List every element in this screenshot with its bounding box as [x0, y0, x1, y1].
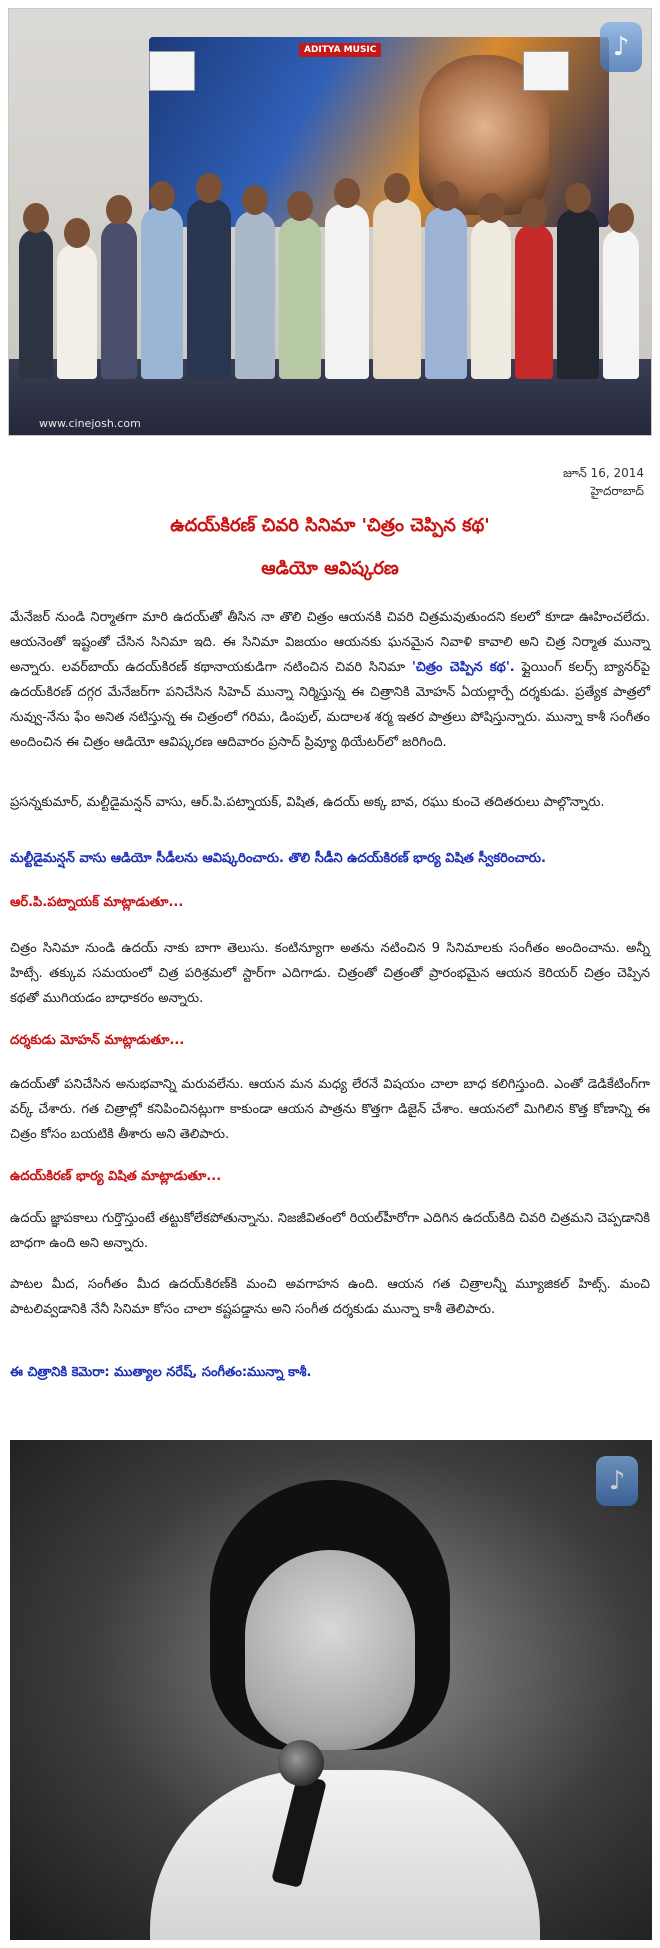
- credits: ఈ చిత్రానికి కెమెరా: ముత్యాల నరేష్, సంగీతం:మున్నా కాశీ.: [10, 1365, 312, 1380]
- date: జూన్ 16, 2014: [562, 466, 644, 480]
- person: [235, 211, 275, 379]
- person: [141, 207, 183, 379]
- person: [515, 224, 553, 379]
- person: [373, 199, 421, 379]
- person: [557, 209, 599, 379]
- production-logo: [523, 51, 569, 91]
- person: [279, 217, 321, 379]
- person: [187, 199, 231, 379]
- heading-director-mohan: దర్శకుడు మోహన్ మాట్లాడుతూ...: [10, 1033, 185, 1048]
- para1-start: మేనేజర్ నుండి నిర్మాతగా మారి ఉదయ్‌తో తీసిన నా తొలి చిత్రం ఆయనకి చివరి చిత్రమవుతుందని కలలో కూడా ఊహించలేదు. ఆయనెంతో ఇష్టంతో చేసిన సినిమా ఇది. ఈ సినిమా విజయం ఆయనకు ఘనమైన నివాళి కావాలి అని చిత్ర నిర్మాత మున్నా అన్నారు. లవర్‌బాయ్ ఉదయ్‌కిరణ్ కథానాయకుడిగా నటించిన చివరి సినిమా: [10, 610, 650, 675]
- place: హైదరాబాద్: [590, 484, 644, 498]
- para1-end: ఫ్లైయింగ్ కలర్స్ బ్యానర్‌పై ఉదయ్‌కిరణ్ దగ్గర మేనేజర్‌గా పనిచేసిన సిహెచ్ మున్నా నిర్మిస్తున్న ఈ చిత్రానికి మోహన్ ఏయల్లార్పే దర్శకుడు. ప్రత్యేక పాత్రలో నువ్వు-నేను ఫేం అనిత నటిస్తున్న ఈ చిత్రంలో గరిమ, డింపుల్, మదాలశ శర్మ ఇతర పాత్రలు పోషిస్తున్నారు. మున్నా కాశీ సంగీతం అందించిన ఈ చిత్రం ఆడియో ఆవిష్కరణ ఆదివారం ప్రసాద్ ప్రివ్యూ థియేటర్‌లో జరిగింది.: [10, 660, 650, 750]
- person: [325, 204, 369, 379]
- article-paragraph-7: పాటల మీద, సంగీతం మీద ఉదయ్‌కిరణ్‌కి మంచి అవగాహన ఉంది. ఆయన గత చిత్రాలన్నీ మ్యూజికల్ హిట్స్. మంచి పాటలివ్వడానికి నేనీ సినిమా కోసం చాలా కష్టపడ్డాను అని సంగీత దర్శకుడు మున్నా కాశీ తెలిపారు.: [10, 1277, 650, 1317]
- subheadline: ఆడియో ఆవిష్కరణ: [261, 558, 399, 579]
- article-paragraph-3: మల్టీడైమన్షన్ వాసు ఆడియో సీడీలను ఆవిష్కరించారు. తొలి సీడీని ఉదయ్‌కిరణ్ భార్య విషిత స్వీకరించారు.: [10, 851, 546, 866]
- headline: ఉదయ్‌కిరణ్ చివరి సినిమా 'చిత్రం చెప్పిన కథ': [170, 515, 490, 536]
- cinejosh-logo-icon: ♪: [600, 22, 642, 72]
- article-paragraph-2: ప్రసన్నకుమార్, మల్టీడైమన్షన్ వాసు, ఆర్.పి.పట్నాయక్, విషిత, ఉదయ్ అక్క బావ, రఘు కుంచె తదితరులు పాల్గొన్నారు.: [10, 795, 605, 810]
- crowd: [19, 159, 643, 379]
- flying-colours-logo: [149, 51, 195, 91]
- photo-watermark-text: www.cinejosh.com: [39, 417, 141, 430]
- cinejosh-logo-icon: ♪: [596, 1456, 638, 1506]
- person: [471, 219, 511, 379]
- event-photo: [8, 8, 652, 436]
- person: [19, 229, 53, 379]
- photo-face: [245, 1550, 415, 1750]
- person: [101, 221, 137, 379]
- banner-logo: ADITYA MUSIC: [299, 43, 381, 57]
- article-paragraph-1: [10, 605, 650, 755]
- heading-rp-patnaik: ఆర్.పి.పట్నాయక్ మాట్లాడుతూ...: [10, 895, 184, 910]
- heading-vishitha: ఉదయ్‌కిరణ్ భార్య విషిత మాట్లాడుతూ...: [10, 1169, 222, 1184]
- microphone-icon: [278, 1740, 324, 1786]
- article-paragraph-5: ఉదయ్‌తో పనిచేసిన అనుభవాన్ని మరువలేను. ఆయన మన మధ్య లేరనే విషయం చాలా బాధ కలిగిస్తుంది. ఎంతో డెడికేటింగ్‌గా వర్క్ చేశారు. గత చిత్రాల్లో కనిపించినట్లుగా కాకుండా ఆయన పాత్రను కొత్తగా డిజైన్ చేశాం. ఆయనలో మిగిలిన కొత్త కోణాన్ని ఈ చిత్రం కోసం బయటికి తీశారు అని తెలిపారు.: [10, 1077, 650, 1142]
- photo-dress: [150, 1770, 540, 1940]
- person: [603, 229, 639, 379]
- person: [425, 207, 467, 379]
- person: [57, 244, 97, 379]
- article-paragraph-6: ఉదయ్ జ్ఞాపకాలు గుర్తొస్తుంటే తట్టుకోలేకపోతున్నాను. నిజజీవితంలో రియల్‌హీరోగా ఎదిగిన ఉదయ్‌కిది చివరి చిత్రమని చెప్పడానికి బాధగా ఉంది అని అన్నారు.: [10, 1211, 650, 1251]
- vishitha-photo: [10, 1440, 652, 1940]
- article-paragraph-4: చిత్రం సినిమా నుండి ఉదయ్ నాకు బాగా తెలుసు. కంటిన్యూగా అతను నటించిన 9 సినిమాలకు సంగీతం అందించాను. అన్నీ హిట్సే. తక్కువ సమయంలో చిత్ర పరిశ్రమలో స్టార్‌గా ఎదిగాడు. చిత్రంతో చిత్రంతో ప్రారంభమైన ఆయన కెరియర్ చిత్రం చెప్పిన కథతో ముగియడం బాధాకరం అన్నారు.: [10, 941, 650, 1006]
- movie-title-highlight: 'చిత్రం చెప్పిన కథ'.: [411, 660, 515, 675]
